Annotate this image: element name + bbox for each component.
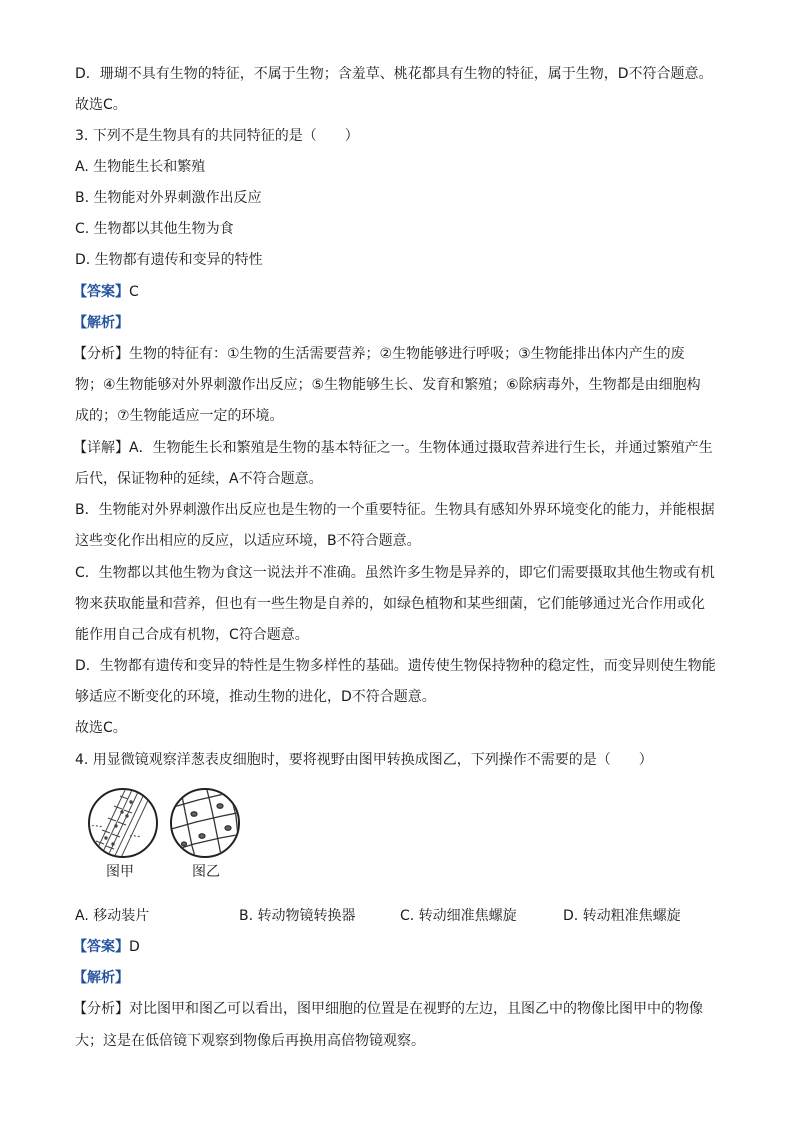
q4-option-b: B. 转动物镜转换器 (239, 908, 356, 924)
q4-option-c: C. 转动细准焦螺旋 (400, 908, 517, 924)
q4-analysis-heading: 【解析】 (73, 970, 129, 986)
answer-value: D (129, 939, 140, 955)
q3-detail-d-1: D．生物都有遗传和变异的特性是生物多样性的基础。遗传使生物保持物种的稳定性，而变异则使生物能 (75, 658, 716, 674)
q2-option-d-explanation: D．珊瑚不具有生物的特征，不属于生物；含羞草、桃花都具有生物的特征，属于生物，D不符合题意。 (75, 66, 713, 82)
q3-analysis-line-1: 【分析】生物的特征有：①生物的生活需要营养；②生物能够进行呼吸；③生物能排出体内产生的废 (73, 346, 685, 362)
q4-option-d: D. 转动粗准焦螺旋 (563, 908, 681, 924)
q3-answer (73, 282, 139, 302)
q3-analysis-line-3: 成的；⑦生物能适应一定的环境。 (75, 408, 284, 424)
q3-analysis-heading: 【解析】 (73, 315, 129, 331)
q3-option-c: C. 生物都以其他生物为食 (75, 221, 234, 237)
q2-conclusion: 故选C。 (75, 97, 127, 113)
q3-option-d: D. 生物都有遗传和变异的特性 (75, 252, 263, 268)
answer-tag: 【答案】 (73, 939, 129, 955)
q4-stem: 4. 用显微镜观察洋葱表皮细胞时，要将视野由图甲转换成图乙，下列操作不需要的是（ ） (75, 752, 653, 768)
q4-option-a: A. 移动装片 (75, 908, 150, 924)
q3-detail-c-3: 能作用自己合成有机物，C符合题意。 (75, 627, 309, 643)
q3-analysis-line-2: 物；④生物能够对外界刺激作出反应；⑤生物能够生长、发育和繁殖；⑥除病毒外，生物都是由细胞构 (75, 377, 701, 393)
q3-conclusion: 故选C。 (75, 720, 127, 736)
q3-detail-a-1: 【详解】A．生物能生长和繁殖是生物的基本特征之一。生物体通过摄取营养进行生长，并通过繁殖产生 (73, 440, 713, 456)
q4-analysis-line-1: 【分析】对比图甲和图乙可以看出，图甲细胞的位置是在视野的左边，且图乙中的物像比图甲中的物像 (73, 1001, 703, 1017)
figure-jia-microscope-view (86, 786, 160, 860)
figure-jia-caption: 图甲 (106, 864, 134, 880)
answer-tag: 【答案】 (73, 284, 129, 300)
q3-detail-b-2: 这些变化作出相应的反应，以适应环境，B不符合题意。 (75, 533, 421, 549)
q3-detail-a-2: 后代，保证物种的延续，A不符合题意。 (75, 471, 323, 487)
q3-detail-b-1: B．生物能对外界刺激作出反应也是生物的一个重要特征。生物具有感知外界环境变化的能力，并能根据 (75, 502, 715, 518)
q3-detail-c-1: C．生物都以其他生物为食这一说法并不准确。虽然许多生物是异养的，即它们需要摄取其他生物或有机 (75, 565, 715, 581)
q3-option-b: B. 生物能对外界刺激作出反应 (75, 190, 262, 206)
q4-answer (73, 937, 140, 957)
figure-yi-microscope-view (168, 786, 242, 860)
answer-value: C (129, 284, 139, 300)
q3-detail-c-2: 物来获取能量和营养，但也有一些生物是自养的，如绿色植物和某些细菌，它们能够通过光合作用或化 (75, 596, 705, 612)
q3-detail-d-2: 够适应不断变化的环境，推动生物的进化，D不符合题意。 (75, 689, 436, 705)
q4-analysis-line-2: 大；这是在低倍镜下观察到物像后再换用高倍物镜观察。 (75, 1033, 425, 1049)
q3-option-a: A. 生物能生长和繁殖 (75, 159, 206, 175)
figure-yi-caption: 图乙 (192, 864, 220, 880)
q3-stem: 3. 下列不是生物具有的共同特征的是（ ） (75, 128, 359, 144)
